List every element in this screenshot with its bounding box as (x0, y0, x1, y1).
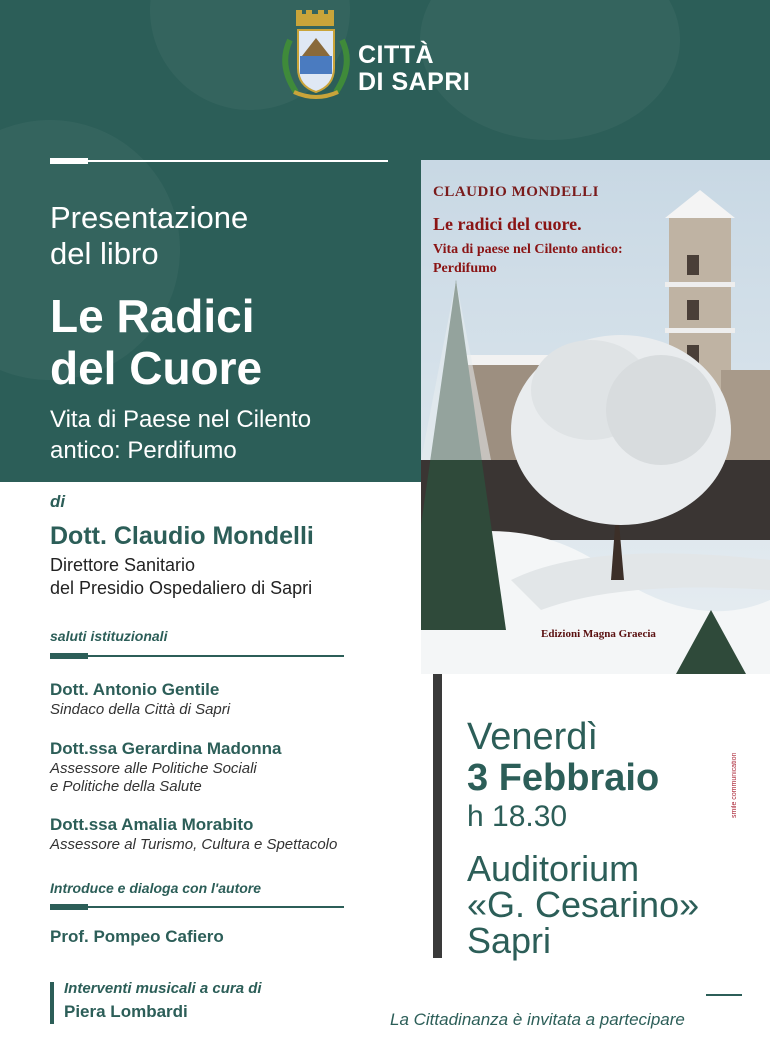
greeting-person-role: Assessore alle Politiche Sociali (50, 760, 257, 777)
greeting-person-role-line2: e Politiche della Salute (50, 778, 202, 795)
city-name-line2: DI SAPRI (358, 68, 471, 96)
author-role-line2: del Presidio Ospedaliero di Sapri (50, 578, 313, 598)
event-venue-line1: Auditorium (467, 848, 640, 889)
event-venue-line3: Sapri (467, 920, 552, 961)
event-time: h 18.30 (467, 800, 568, 833)
greeting-person-name: Dott.ssa Amalia Morabito (50, 815, 254, 834)
cover-publisher: Edizioni Magna Graecia (541, 628, 656, 640)
book-subtitle (50, 404, 420, 466)
event-bar (433, 674, 442, 958)
greeting-person-name: Dott.ssa Gerardina Madonna (50, 739, 282, 758)
event-venue-line2: «G. Cesarino» (467, 884, 700, 925)
presentation-heading (50, 200, 248, 272)
divider (50, 655, 344, 657)
author-name: Dott. Claudio Mondelli (50, 522, 314, 550)
moderator-name: Prof. Pompeo Cafiero (50, 927, 224, 946)
divider-accent (50, 158, 88, 164)
book-title-line1: Le Radici (50, 290, 255, 342)
presentation-line2: del libro (50, 236, 159, 271)
invitation-text: La Cittadinanza è invitata a partecipare (390, 1010, 685, 1029)
greeting-person-role: Sindaco della Città di Sapri (50, 701, 231, 718)
book-title (50, 290, 262, 394)
book-cover (421, 160, 770, 674)
design-credit: smile communication (731, 752, 738, 818)
event-day: Venerdì (467, 716, 598, 758)
cover-subtitle-line1: Vita di paese nel Cilento antico: (433, 242, 623, 257)
music-bar (50, 982, 54, 1024)
greeting-person-name: Dott. Antonio Gentile (50, 680, 220, 699)
cover-author: CLAUDIO MONDELLI (433, 184, 599, 200)
greeting-person-role: Assessore al Turismo, Cultura e Spettacolo (50, 836, 338, 853)
snowy-village-illustration (421, 160, 770, 674)
city-coat-of-arms-icon (276, 10, 356, 102)
event-date: 3 Febbraio (467, 757, 660, 799)
by-label: di (50, 492, 66, 511)
music-performer: Piera Lombardi (64, 1002, 188, 1021)
divider (50, 160, 388, 162)
presentation-line1: Presentazione (50, 200, 249, 235)
divider (706, 994, 742, 996)
city-name (358, 42, 470, 96)
greetings-label: saluti istituzionali (50, 628, 168, 644)
cover-subtitle-line2: Perdifumo (433, 261, 497, 276)
author-role-line1: Direttore Sanitario (50, 555, 196, 575)
city-name-line1: CITTÀ (358, 41, 435, 69)
book-subtitle-line2: antico: Perdifumo (50, 437, 237, 464)
music-label: Interventi musicali a cura di (64, 980, 262, 997)
divider-accent (50, 653, 88, 659)
moderator-label: Introduce e dialoga con l'autore (50, 880, 262, 896)
divider (50, 906, 344, 908)
book-subtitle-line1: Vita di Paese nel Cilento (50, 406, 312, 433)
book-title-line2: del Cuore (50, 342, 263, 394)
divider-accent (50, 904, 88, 910)
cover-title: Le radici del cuore. (433, 214, 582, 234)
